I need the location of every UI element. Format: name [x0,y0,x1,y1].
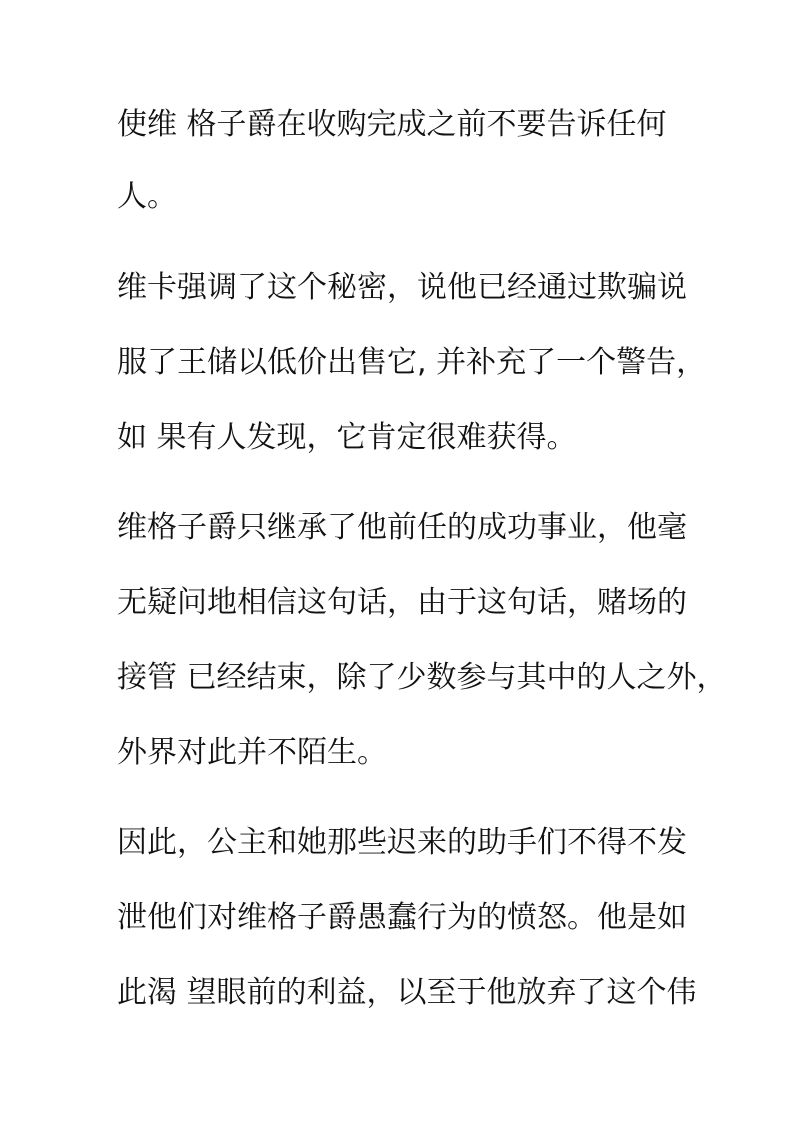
paragraph-3-line-4: 外界对此并不陌生。 [117,735,387,770]
paragraph-2-line-3: 如 果有人发现，它肯定很难获得。 [117,420,577,455]
paragraph-3-line-2: 无疑问地相信这句话，由于这句话，赌场的 [117,585,687,620]
paragraph-2-line-1: 维卡强调了这个秘密，说他已经通过欺骗说 [117,270,687,305]
paragraph-4-line-3: 此渴 望眼前的利益，以至于他放弃了这个伟 [117,975,697,1010]
paragraph-3-line-1: 维格子爵只继承了他前任的成功事业，他毫 [117,510,687,545]
paragraph-4-line-1: 因此，公主和她那些迟来的助手们不得不发 [117,825,687,860]
paragraph-3-line-3: 接管 已经结束，除了少数参与其中的人之外， [117,660,727,695]
paragraph-1-line-1: 使维 格子爵在收购完成之前不要告诉任何 [117,107,667,142]
paragraph-1-line-2: 人。 [117,179,177,214]
paragraph-4-line-2: 泄他们对维格子爵愚蠢行为的愤怒。他是如 [117,900,687,935]
paragraph-2-line-2: 服了王储以低价出售它, 并补充了一个警告， [117,345,707,380]
